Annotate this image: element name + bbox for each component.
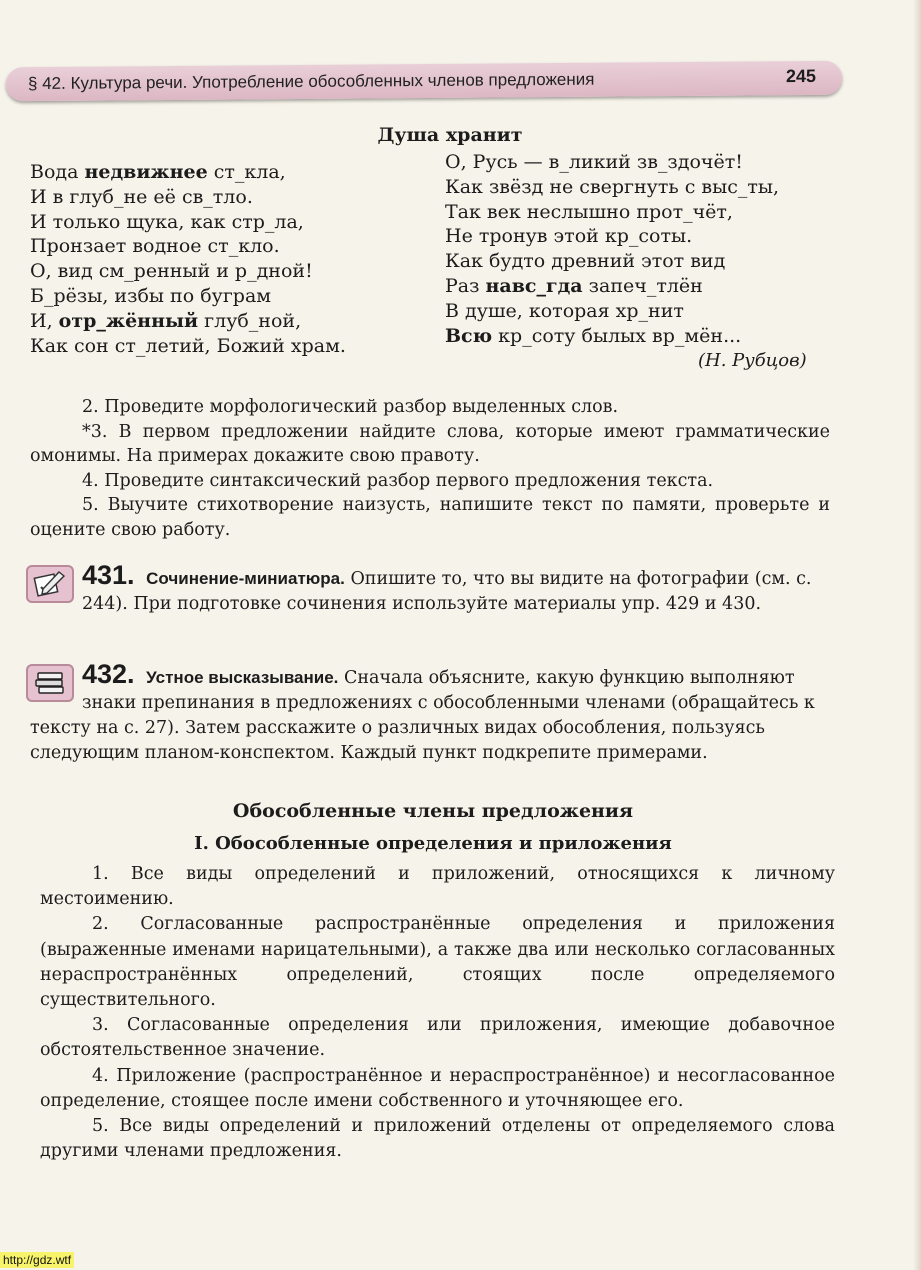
exercise-kind: Устное высказывание. (146, 668, 339, 687)
pen-writing-icon (26, 565, 74, 603)
poem-line: И только щука, как стр_ла, (30, 210, 304, 233)
outline-title: Обособленные члены предложения (232, 800, 634, 822)
exercise-text: Опишите то, что вы видите на фотографии (см. с. 244). При подготовке сочинения используйте материалы упр. 429 и 430. (82, 569, 812, 614)
poem-line: Как звёзд не свергнуть с выс_ты, (445, 175, 780, 198)
page-edge-shadow (913, 0, 921, 1270)
task-item: *3. В первом предложении найдите слова, которые имеют грамматические омонимы. На примерах докажите свою правоту. (30, 421, 830, 467)
exercise-432 (30, 659, 830, 766)
exercise-431 (30, 560, 830, 617)
poem-line: И, отр_жённый глуб_ной, (30, 309, 302, 332)
task-item: 4. Проведите синтаксический разбор первого предложения текста. (82, 470, 714, 491)
poem-line: Как будто древний этот вид (445, 250, 726, 273)
poem-line: В душе, которая хр_нит (445, 299, 684, 322)
poem-line: Раз навс_гда запеч_тлён (445, 274, 703, 297)
task-list (30, 395, 830, 543)
outline-item: 2. Согласованные распространённые определения и приложения (выраженные именами нарицательными), а также два или несколько согласованных нераспространённых определений, стоящих после определяемого существительного. (40, 914, 835, 1011)
poem-line: Б_рёзы, избы по буграм (30, 284, 272, 307)
section-title: § 42. Культура речи. Употребление обособленных членов предложения (27, 69, 595, 94)
poem-line: Всю кр_соту былых вр_мён... (445, 324, 742, 347)
poem-line: О, Русь — в_ликий зв_здочёт! (445, 151, 743, 173)
poem-line: О, вид см_ренный и р_дной! (30, 260, 313, 283)
page-number: 245 (785, 65, 817, 87)
outline-subtitle: I. Обособленные определения и приложения (194, 833, 672, 854)
poem-line: Пронзает водное ст_кло. (30, 235, 280, 258)
outline-item: 1. Все виды определений и приложений, относящихся к личному местоимению. (40, 864, 835, 910)
books-stack-icon (26, 664, 74, 702)
poem-line: Как сон ст_летий, Божий храм. (30, 334, 346, 357)
task-item: 2. Проведите морфологический разбор выделенных слов. (82, 397, 619, 417)
poem-author: (Н. Рубцов) (698, 350, 807, 371)
outline-list (40, 862, 835, 1164)
task-item: 5. Выучите стихотворение наизусть, напишите текст по памяти, проверьте и оцените свою работу. (30, 495, 830, 540)
poem-right-column (445, 150, 845, 348)
poem-line: Не тронув этой кр_соты. (445, 225, 693, 248)
section-header-bar (6, 61, 842, 102)
poem-line: Так век неслышно прот_чёт, (445, 200, 733, 223)
exercise-kind: Сочинение-миниатюра. (146, 569, 345, 588)
poem-left-column (30, 160, 430, 358)
poem-title: Душа хранит (377, 124, 523, 146)
poem-line: Вода недвижнее ст_кла, (30, 161, 286, 183)
watermark-link[interactable]: http://gdz.wtf (0, 1252, 74, 1268)
outline-item: 3. Согласованные определения или приложения, имеющие добавочное обстоятельственное значение. (40, 1015, 835, 1061)
exercise-text: Сначала объясните, какую функцию выполняют знаки препинания в предложениях с обособленными членами (обращайтесь к тексту на с. 27). Затем расскажите о различных видах обособления, пользуясь следующим планом-конспектом. Каждый пункт подкрепите примерами. (30, 668, 815, 763)
poem-line: И в глуб_не её св_тло. (30, 185, 253, 208)
exercise-number: 431. (82, 560, 135, 590)
outline-item: 4. Приложение (распространённое и нераспространённое) и несогласованное определение, стоящее после имени собственного и уточняющее его. (40, 1065, 835, 1111)
exercise-number: 432. (82, 659, 135, 689)
outline-item: 5. Все виды определений и приложений отделены от определяемого слова другими членами предложения. (40, 1116, 835, 1162)
